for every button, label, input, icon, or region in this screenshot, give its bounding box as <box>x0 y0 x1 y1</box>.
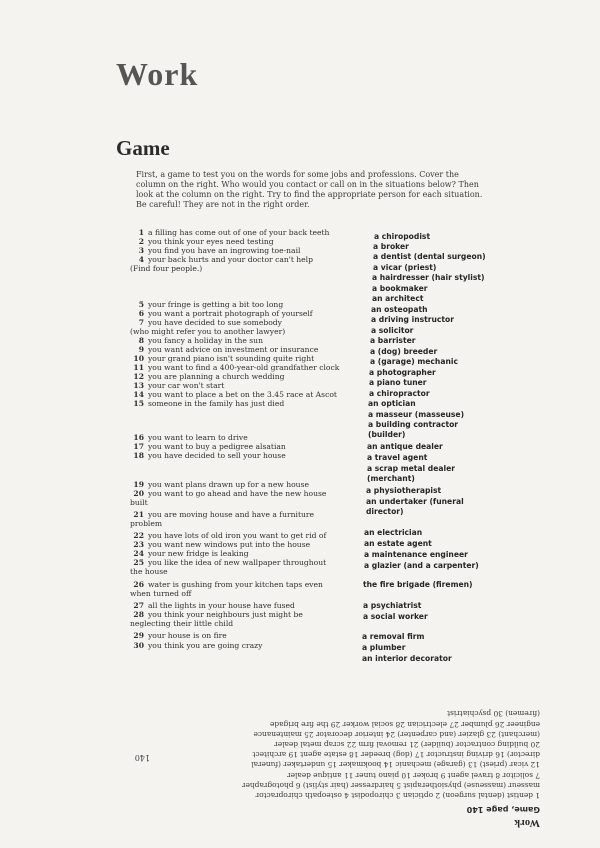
situation-text: someone in the family has just died <box>148 399 285 408</box>
situation-item <box>130 399 284 408</box>
situation-number: 22 <box>133 531 144 540</box>
profession-item: a barrister <box>370 336 416 345</box>
situation-item <box>130 345 318 354</box>
profession-item: a bookmaker <box>372 284 428 293</box>
situation-number: 6 <box>138 309 144 318</box>
instructions-line: column on the right. Who would you contact or call on in the situations below? Then <box>136 180 479 189</box>
profession-item: an osteopath <box>371 305 428 314</box>
situation-text: you want to go ahead and have the new house <box>148 489 327 498</box>
profession-item: a psychiatrist <box>363 601 422 610</box>
situation-continuation: the house <box>130 567 168 576</box>
situation-item <box>130 433 248 442</box>
situation-item <box>130 442 286 451</box>
situation-text: you want to buy a pedigree alsatian <box>148 442 286 451</box>
situation-text: all the lights in your house have fused <box>148 601 295 610</box>
profession-item: a glazier (and a carpenter) <box>364 561 479 570</box>
situation-number: 7 <box>138 318 144 327</box>
situation-number: 5 <box>138 300 144 309</box>
situation-number: 2 <box>138 237 144 246</box>
profession-item: a solicitor <box>371 326 414 335</box>
profession-item: a chiropodist <box>374 232 431 241</box>
situation-item <box>130 237 274 246</box>
situation-continuation: problem <box>130 519 163 528</box>
profession-item: a broker <box>373 242 409 251</box>
profession-item: the fire brigade (firemen) <box>363 580 473 589</box>
situation-text: you want a portrait photograph of yourself <box>148 309 313 318</box>
situation-text: you want plans drawn up for a new house <box>148 480 309 489</box>
situation-item <box>130 489 326 498</box>
situation-number: 12 <box>133 372 144 381</box>
profession-item: a maintenance engineer <box>364 550 468 559</box>
instructions-line: look at the column on the right. Try to find the appropriate person for each situation. <box>136 190 483 199</box>
situation-text: your car won't start <box>148 381 225 390</box>
situation-item <box>130 480 309 489</box>
situation-text: you are planning a church wedding <box>148 372 285 381</box>
profession-item: a dentist (dental surgeon) <box>373 252 486 261</box>
situation-number: 3 <box>138 246 144 255</box>
situation-continuation: neglecting their little child <box>130 619 234 628</box>
profession-item: a social worker <box>363 612 428 621</box>
situation-number: 21 <box>133 510 144 519</box>
profession-item: an undertaker (funeral <box>366 497 464 506</box>
situation-item <box>130 451 286 460</box>
answer-key-line: 20 building contractor (builder) 21 removal firm 22 scrap metal dealer <box>274 739 540 749</box>
profession-continuation: (builder) <box>368 430 406 439</box>
situation-number: 27 <box>133 601 144 610</box>
situation-text: you want to place a bet on the 3.45 race at Ascot <box>148 390 337 399</box>
situation-item <box>130 580 323 589</box>
instructions-line: First, a game to test you on the words for some jobs and professions. Cover the <box>136 170 459 179</box>
situation-item <box>130 381 224 390</box>
answer-key-line: (firemen) 30 psychiatrist <box>447 709 540 719</box>
profession-item: an architect <box>372 294 424 303</box>
situation-text: a filling has come out of one of your back teeth <box>148 228 330 237</box>
situation-item <box>130 641 262 650</box>
situation-number: 16 <box>133 433 144 442</box>
profession-item: a chiropractor <box>369 389 430 398</box>
situation-item <box>130 390 337 399</box>
situation-text: you find you have an ingrowing toe-nail <box>148 246 301 255</box>
situation-text: you think your eyes need testing <box>148 237 274 246</box>
situation-number: 13 <box>133 381 144 390</box>
situation-item <box>130 549 249 558</box>
profession-item: a hairdresser (hair stylist) <box>372 273 485 282</box>
profession-item: a removal firm <box>362 632 425 641</box>
situation-number: 18 <box>133 451 144 460</box>
page-title: Work <box>116 56 199 92</box>
situation-note: (Find four people.) <box>130 264 203 273</box>
answer-key-line: 12 vicar (priest) 13 (garage) mechanic 14 bookmaker 15 undertaker (funeral <box>251 760 540 770</box>
profession-item: a (dog) breeder <box>370 347 438 356</box>
answer-key-line: masseur (masseuse) physiotherapist 5 hairdresser (hair stylist) 6 photographer <box>242 780 540 790</box>
situation-number: 20 <box>133 489 144 498</box>
situation-number: 11 <box>133 363 144 372</box>
profession-item: a physiotherapist <box>366 486 442 495</box>
situation-text: your grand piano isn't sounding quite right <box>148 354 315 363</box>
answer-key-title: Work <box>514 817 540 828</box>
situation-continuation: (who might refer you to another lawyer) <box>130 327 286 336</box>
profession-item: a vicar (priest) <box>373 263 437 272</box>
situation-item <box>130 246 300 255</box>
situation-number: 15 <box>133 399 144 408</box>
situation-item <box>130 318 282 327</box>
situation-text: you have decided to sell your house <box>148 451 286 460</box>
profession-item: a travel agent <box>367 453 428 462</box>
situation-text: you want to learn to drive <box>148 433 248 442</box>
situation-item <box>130 601 295 610</box>
profession-item: an electrician <box>364 528 423 537</box>
profession-item: a driving instructor <box>371 315 454 324</box>
situation-text: your fringe is getting a bit too long <box>148 300 284 309</box>
situation-item <box>130 531 326 540</box>
situation-number: 10 <box>133 354 144 363</box>
situation-number: 28 <box>133 610 144 619</box>
situation-item <box>130 510 314 519</box>
situation-text: you want new windows put into the house <box>148 540 311 549</box>
situation-text: your back hurts and your doctor can't help <box>148 255 313 264</box>
profession-continuation: director) <box>366 507 404 516</box>
situation-text: your house is on fire <box>148 631 227 640</box>
profession-item: a photographer <box>369 368 436 377</box>
answer-key-line: (merchant) 23 glazier (and carpenter) 24 interior decorator 25 maintenance <box>253 729 540 739</box>
situation-number: 8 <box>138 336 144 345</box>
situation-text: you want advice on investment or insurance <box>148 345 319 354</box>
situation-text: you want to find a 400-year-old grandfather clock <box>148 363 340 372</box>
situation-text: water is gushing from your kitchen taps even <box>148 580 323 589</box>
answer-key-line: 1 dentist (dental surgeon) 2 optician 3 chiropodist 4 osteopath chiropractor <box>255 791 540 800</box>
situation-text: your new fridge is leaking <box>148 549 249 558</box>
situation-text: you have lots of old iron you want to get rid of <box>148 531 327 540</box>
answer-key-line: engineer 26 plumber 27 electrician 28 social worker 29 the fire brigade <box>269 719 540 729</box>
answer-key-upside-down <box>88 700 550 830</box>
situation-number: 14 <box>133 390 144 399</box>
profession-item: a plumber <box>362 643 406 652</box>
situation-text: you are moving house and have a furniture <box>148 510 315 519</box>
situation-item <box>130 354 314 363</box>
situation-continuation: when turned off <box>130 589 192 598</box>
profession-item: an interior decorator <box>362 654 452 663</box>
situation-number: 4 <box>138 255 144 264</box>
instructions <box>136 170 516 210</box>
situation-number: 19 <box>133 480 144 489</box>
situation-text: you fancy a holiday in the sun <box>148 336 263 345</box>
situation-continuation: built <box>130 498 148 507</box>
answer-key-subtitle: Game, page 140 <box>466 805 540 814</box>
situation-item <box>130 255 313 264</box>
instructions-line: Be careful! They are not in the right order. <box>136 200 310 209</box>
section-title: Game <box>116 136 170 160</box>
profession-item: an antique dealer <box>367 442 443 451</box>
situation-number: 25 <box>133 558 144 567</box>
profession-item: a piano tuner <box>369 378 427 387</box>
answer-key-page-number: 140 <box>134 753 150 762</box>
situation-item <box>130 363 339 372</box>
situation-number: 30 <box>133 641 144 650</box>
situation-number: 9 <box>138 345 144 354</box>
situation-item <box>130 540 310 549</box>
profession-item: a (garage) mechanic <box>370 357 458 366</box>
situation-item <box>130 372 284 381</box>
answer-key-line: director) 16 driving instructor 17 (dog) breeder 18 estate agent 19 architect <box>252 750 540 760</box>
situation-text: you think you are going crazy <box>148 641 263 650</box>
profession-continuation: (merchant) <box>367 474 415 483</box>
profession-item: an estate agent <box>364 539 432 548</box>
situation-item <box>130 336 263 345</box>
situation-item <box>130 631 227 640</box>
situation-number: 17 <box>133 442 144 451</box>
situation-item <box>130 300 283 309</box>
situation-text: you like the idea of new wallpaper throughout <box>148 558 327 567</box>
profession-item: an optician <box>368 399 416 408</box>
answer-key-text <box>180 708 540 800</box>
situation-number: 29 <box>133 631 144 640</box>
situation-item <box>130 610 303 619</box>
situation-number: 24 <box>133 549 144 558</box>
profession-item: a masseur (masseuse) <box>368 410 465 419</box>
situation-text: you think your neighbours just might be <box>148 610 303 619</box>
situation-item <box>130 558 326 567</box>
profession-item: a scrap metal dealer <box>367 464 456 473</box>
answer-key-line: 7 solicitor 8 travel agent 9 broker 10 piano tuner 11 antique dealer <box>287 770 540 780</box>
situation-text: you have decided to sue somebody <box>148 318 282 327</box>
profession-item: a building contractor <box>368 420 459 429</box>
situation-item <box>130 228 329 237</box>
situation-number: 26 <box>133 580 144 589</box>
situation-number: 1 <box>138 228 144 237</box>
situation-number: 23 <box>133 540 144 549</box>
situation-item <box>130 309 313 318</box>
